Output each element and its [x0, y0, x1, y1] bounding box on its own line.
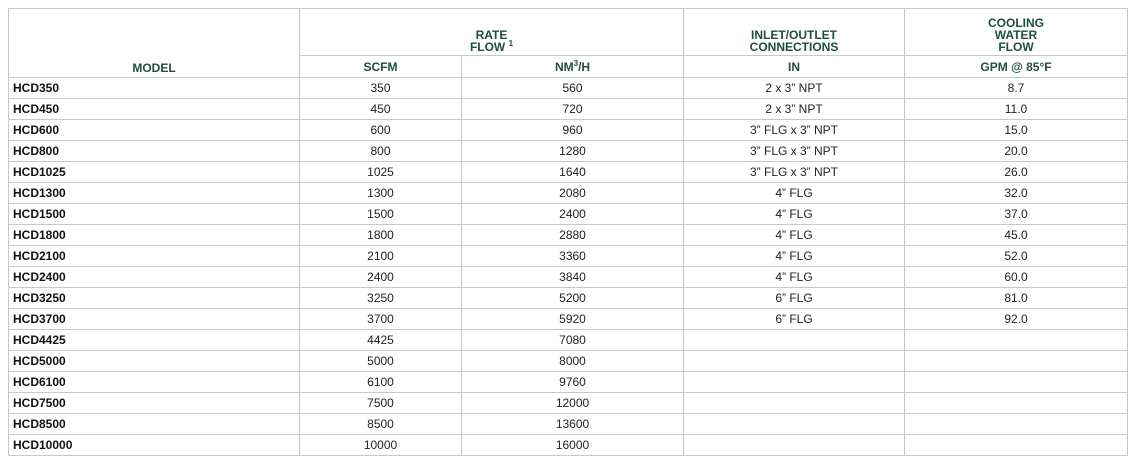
- header-gpm: GPM @ 85°F: [905, 56, 1128, 78]
- cell-scfm: 800: [300, 141, 462, 162]
- cell-connections: 2 x 3” NPT: [684, 78, 905, 99]
- header-model: MODEL: [9, 9, 300, 78]
- cell-model: HCD350: [9, 78, 300, 99]
- cell-model: HCD7500: [9, 393, 300, 414]
- cell-nm3h: 5200: [462, 288, 684, 309]
- cell-nm3h: 12000: [462, 393, 684, 414]
- cell-scfm: 350: [300, 78, 462, 99]
- table-row: [9, 351, 1128, 372]
- cell-connections: 6” FLG: [684, 288, 905, 309]
- cell-connections: [684, 351, 905, 372]
- header-nm3h-suffix: /H: [578, 59, 591, 74]
- header-rate-flow-line2: FLOW: [469, 40, 506, 54]
- cell-scfm: 7500: [300, 393, 462, 414]
- table-row: [9, 267, 1128, 288]
- cell-connections: 3” FLG x 3” NPT: [684, 162, 905, 183]
- cell-scfm: 1025: [300, 162, 462, 183]
- header-cooling-line2: WATER: [994, 28, 1038, 42]
- cell-nm3h: 2400: [462, 204, 684, 225]
- cell-connections: [684, 393, 905, 414]
- header-in: IN: [684, 56, 905, 78]
- header-rate-flow: [300, 9, 684, 56]
- cell-nm3h: 8000: [462, 351, 684, 372]
- cell-connections: 3” FLG x 3” NPT: [684, 120, 905, 141]
- cell-nm3h: 720: [462, 99, 684, 120]
- cell-model: HCD8500: [9, 414, 300, 435]
- cell-connections: [684, 414, 905, 435]
- header-inlet-line2: CONNECTIONS: [749, 40, 839, 54]
- table-row: [9, 246, 1128, 267]
- header-scfm: SCFM: [300, 56, 462, 78]
- cell-gpm: [905, 330, 1128, 351]
- cell-scfm: 600: [300, 120, 462, 141]
- table-row: [9, 435, 1128, 456]
- cell-scfm: 2100: [300, 246, 462, 267]
- cell-nm3h: 1280: [462, 141, 684, 162]
- cell-nm3h: 3840: [462, 267, 684, 288]
- cell-nm3h: 2880: [462, 225, 684, 246]
- header-nm3h-sup: 3: [573, 58, 579, 68]
- cell-scfm: 8500: [300, 414, 462, 435]
- header-nm3h-prefix: NM: [554, 59, 574, 74]
- cell-model: HCD1025: [9, 162, 300, 183]
- table-row: [9, 372, 1128, 393]
- cell-model: HCD800: [9, 141, 300, 162]
- cell-gpm: 52.0: [905, 246, 1128, 267]
- cell-nm3h: 7080: [462, 330, 684, 351]
- cell-nm3h: 3360: [462, 246, 684, 267]
- cell-connections: [684, 330, 905, 351]
- cell-connections: 4” FLG: [684, 267, 905, 288]
- table-row: [9, 393, 1128, 414]
- cell-nm3h: 560: [462, 78, 684, 99]
- cell-gpm: [905, 372, 1128, 393]
- cell-scfm: 3700: [300, 309, 462, 330]
- table-row: [9, 330, 1128, 351]
- cell-gpm: 60.0: [905, 267, 1128, 288]
- cell-gpm: 15.0: [905, 120, 1128, 141]
- cell-connections: [684, 372, 905, 393]
- table-row: [9, 414, 1128, 435]
- table-row: [9, 120, 1128, 141]
- cell-gpm: [905, 435, 1128, 456]
- cell-connections: 4” FLG: [684, 225, 905, 246]
- cell-gpm: [905, 393, 1128, 414]
- cell-model: HCD600: [9, 120, 300, 141]
- header-rate-flow-line1: RATE: [475, 28, 508, 42]
- cell-gpm: 37.0: [905, 204, 1128, 225]
- cell-scfm: 10000: [300, 435, 462, 456]
- header-cooling-line3: FLOW: [998, 40, 1034, 54]
- cell-nm3h: 16000: [462, 435, 684, 456]
- cell-connections: 4” FLG: [684, 246, 905, 267]
- table-row: [9, 204, 1128, 225]
- cell-model: HCD3250: [9, 288, 300, 309]
- table-row: [9, 183, 1128, 204]
- cell-scfm: 450: [300, 99, 462, 120]
- cell-nm3h: 960: [462, 120, 684, 141]
- cell-gpm: [905, 414, 1128, 435]
- cell-nm3h: 13600: [462, 414, 684, 435]
- table-body: [9, 78, 1128, 456]
- cell-nm3h: 5920: [462, 309, 684, 330]
- cell-model: HCD3700: [9, 309, 300, 330]
- cell-nm3h: 2080: [462, 183, 684, 204]
- table-row: [9, 99, 1128, 120]
- cell-scfm: 1300: [300, 183, 462, 204]
- cell-gpm: 20.0: [905, 141, 1128, 162]
- cell-scfm: 1500: [300, 204, 462, 225]
- cell-connections: 4” FLG: [684, 183, 905, 204]
- cell-gpm: 81.0: [905, 288, 1128, 309]
- cell-model: HCD5000: [9, 351, 300, 372]
- cell-gpm: 45.0: [905, 225, 1128, 246]
- header-nm3h: [462, 56, 684, 78]
- cell-nm3h: 9760: [462, 372, 684, 393]
- header-inlet-outlet: [684, 9, 905, 56]
- cell-gpm: 32.0: [905, 183, 1128, 204]
- cell-model: HCD6100: [9, 372, 300, 393]
- header-inlet-line1: INLET/OUTLET: [751, 28, 837, 42]
- table-row: [9, 78, 1128, 99]
- cell-nm3h: 1640: [462, 162, 684, 183]
- cell-model: HCD2100: [9, 246, 300, 267]
- cell-scfm: 1800: [300, 225, 462, 246]
- cell-model: HCD450: [9, 99, 300, 120]
- header-cooling-water-flow: [905, 9, 1128, 56]
- cell-connections: 6” FLG: [684, 309, 905, 330]
- cell-scfm: 2400: [300, 267, 462, 288]
- table-row: [9, 162, 1128, 183]
- cell-model: HCD2400: [9, 267, 300, 288]
- cell-connections: 2 x 3” NPT: [684, 99, 905, 120]
- cell-gpm: 11.0: [905, 99, 1128, 120]
- table-row: [9, 309, 1128, 330]
- cell-scfm: 5000: [300, 351, 462, 372]
- table-row: [9, 288, 1128, 309]
- cell-connections: 3” FLG x 3” NPT: [684, 141, 905, 162]
- header-cooling-line1: COOLING: [988, 16, 1044, 30]
- cell-scfm: 6100: [300, 372, 462, 393]
- cell-model: HCD1300: [9, 183, 300, 204]
- cell-gpm: [905, 351, 1128, 372]
- table-row: [9, 141, 1128, 162]
- cell-connections: [684, 435, 905, 456]
- cell-gpm: 92.0: [905, 309, 1128, 330]
- cell-model: HCD1500: [9, 204, 300, 225]
- cell-gpm: 26.0: [905, 162, 1128, 183]
- cell-model: HCD4425: [9, 330, 300, 351]
- cell-scfm: 3250: [300, 288, 462, 309]
- cell-model: HCD1800: [9, 225, 300, 246]
- cell-connections: 4” FLG: [684, 204, 905, 225]
- cell-model: HCD10000: [9, 435, 300, 456]
- spec-table: [8, 8, 1128, 456]
- footnote-marker: 1: [508, 39, 514, 48]
- table-row: [9, 225, 1128, 246]
- cell-gpm: 8.7: [905, 78, 1128, 99]
- cell-scfm: 4425: [300, 330, 462, 351]
- spec-table-container: [8, 8, 1127, 456]
